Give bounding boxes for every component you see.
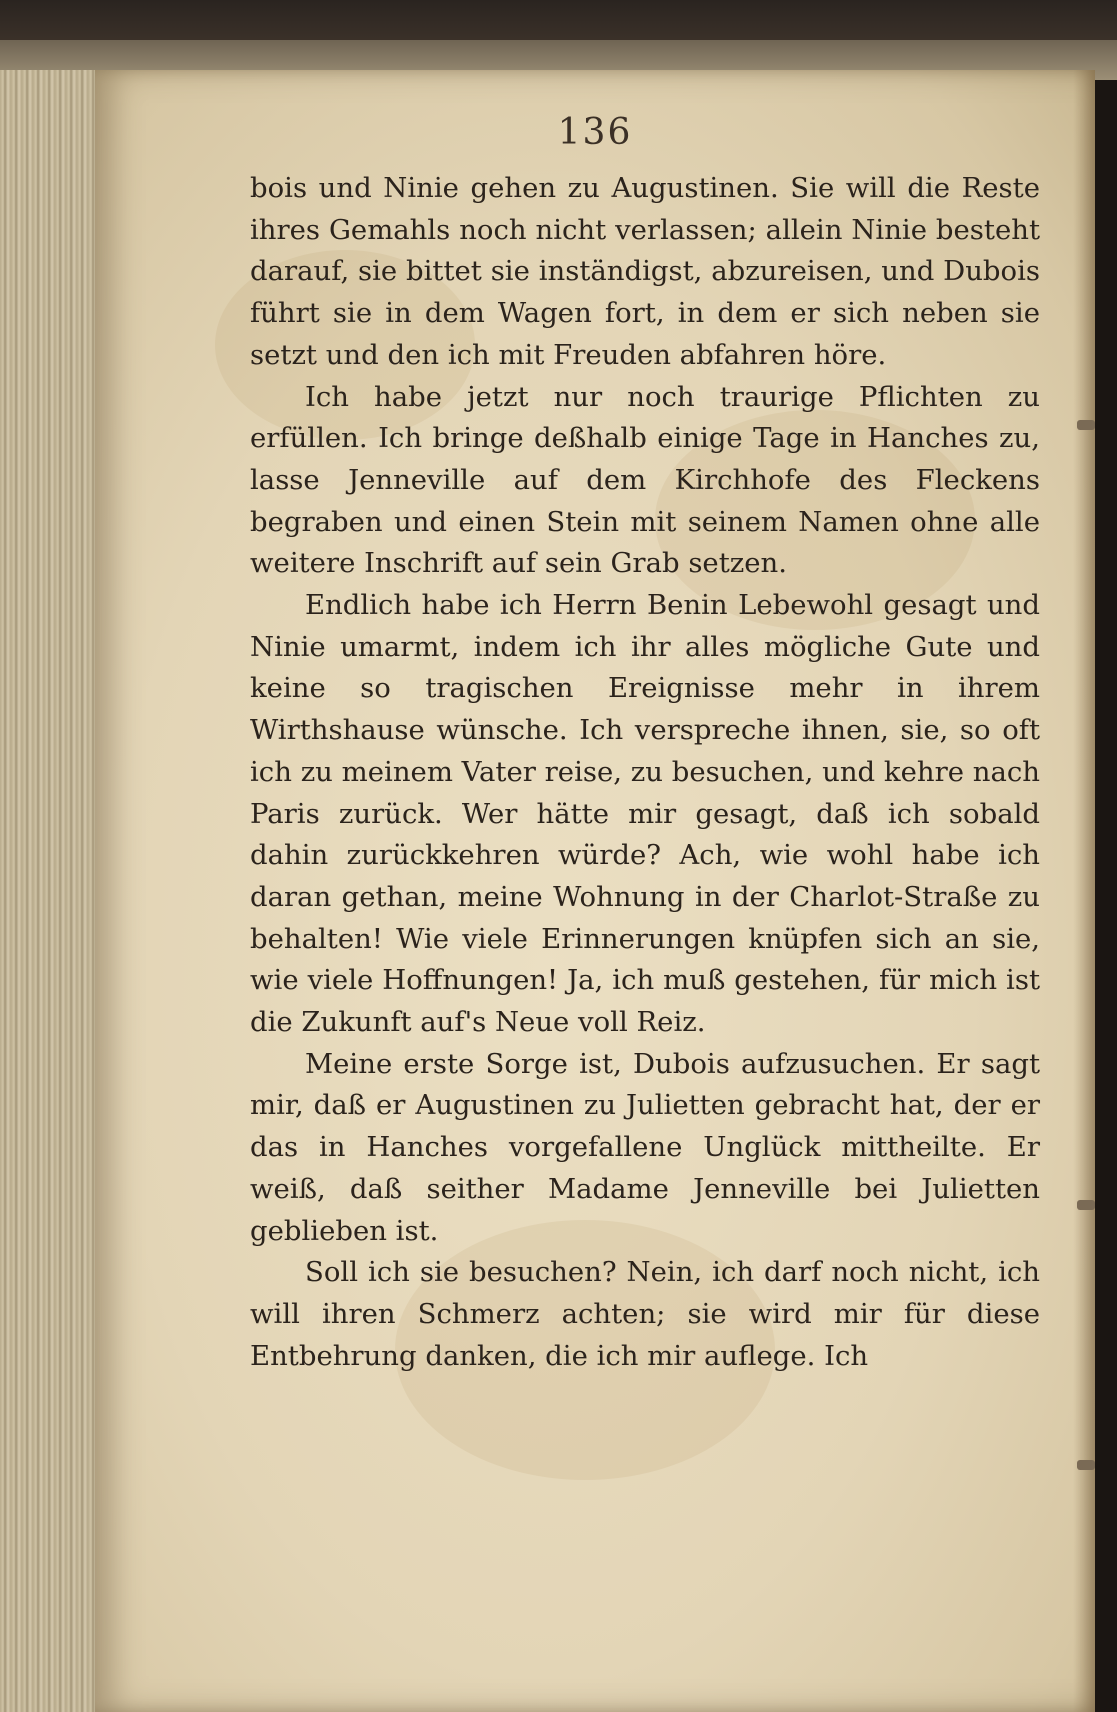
paragraph: Endlich habe ich Herrn Benin Lebewohl gesagt und Ninie umarmt, indem ich ihr alles mögliche Gute und keine so tragischen Ereignisse mehr in ihrem Wirthshause wünsche. Ich verspreche ihnen, sie, so oft ich zu meinem Vater reise, zu besuchen, und kehre nach Paris zurück. Wer hätte mir gesagt, daß ich sobald dahin zurückkehren würde? Ach, wie wohl habe ich daran gethan, meine Wohnung in der Charlot-Straße zu behalten! Wie viele Erinnerungen knüpfen sich an sie, wie viele Hoffnungen! Ja, ich muß gestehen, für mich ist die Zukunft auf's Neue voll Reiz. — [250, 589, 1040, 1039]
paragraph: Ich habe jetzt nur noch traurige Pflichten zu erfüllen. Ich bringe deßhalb einige Tage in Hanches zu, lasse Jenneville auf dem Kirchhofe des Fleckens begraben und einen Stein mit seinem Namen ohne alle weitere Inschrift auf sein Grab setzen. — [250, 380, 1040, 580]
paragraph: bois und Ninie gehen zu Augustinen. Sie will die Reste ihres Gemahls noch nicht verlassen; allein Ninie besteht darauf, sie bittet sie inständigst, abzureisen, und Dubois führt sie in dem Wagen fort, in dem er sich neben sie setzt und den ich mit Freuden abfahren höre. — [250, 172, 1040, 371]
page-text — [250, 168, 1040, 1377]
margin-mark — [1077, 1200, 1095, 1210]
margin-mark — [1077, 420, 1095, 430]
margin-mark — [1077, 1460, 1095, 1470]
paragraph: Meine erste Sorge ist, Dubois aufzusuchen. Er sagt mir, daß er Augustinen zu Julietten gebracht hat, der er das in Hanches vorgefallene Unglück mittheilte. Er weiß, daß seither Madame Jenneville bei Julietten geblieben ist. — [250, 1047, 1040, 1247]
book-page — [95, 70, 1095, 1712]
stacked-page-edges — [0, 70, 110, 1712]
paragraph: Soll ich sie besuchen? Nein, ich darf noch nicht, ich will ihren Schmerz achten; sie wird mir für diese Entbehrung danken, die ich mir auflege. Ich — [250, 1256, 1040, 1372]
page-number: 136 — [557, 112, 633, 153]
